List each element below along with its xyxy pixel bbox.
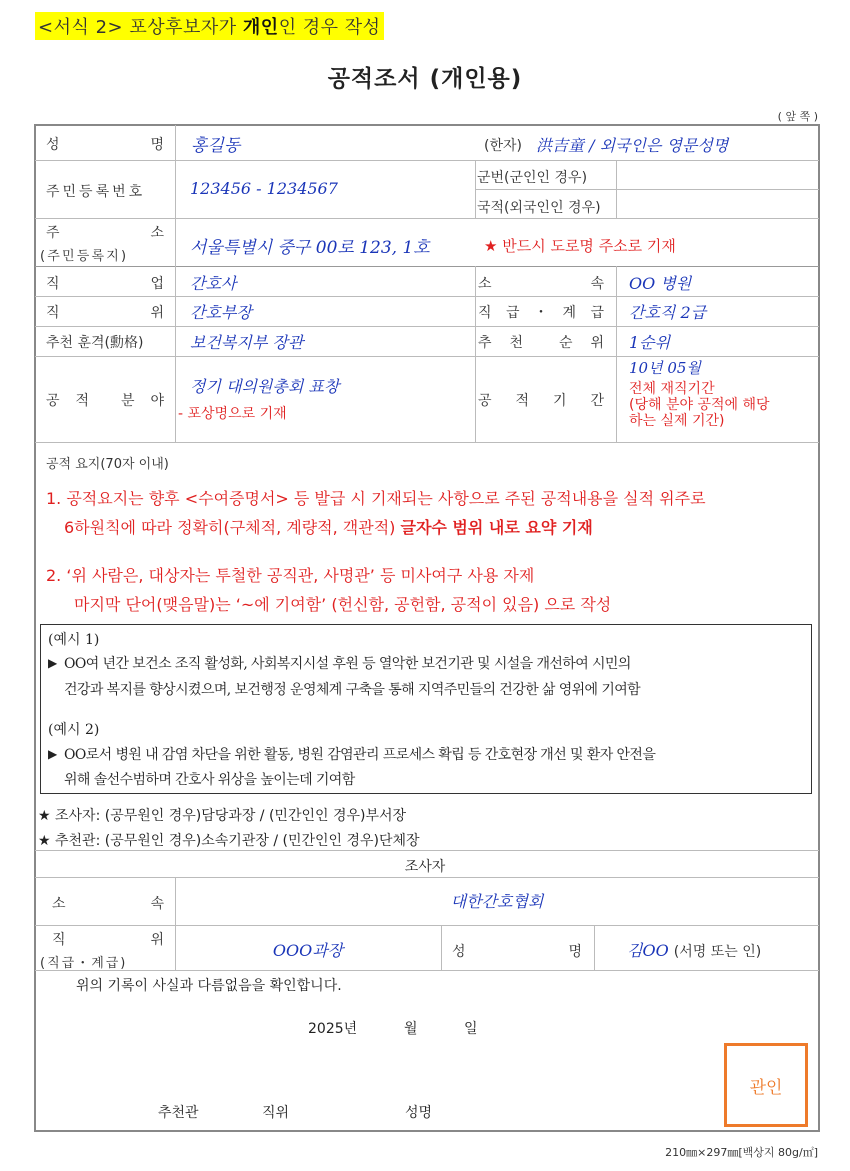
merit-field-value: 정기 대의원총회 표창 <box>190 377 340 396</box>
investigator-pos-label: 직 위 <box>52 932 164 948</box>
row-divider <box>35 356 819 357</box>
star-note-investigator: ★ 조사자: (공무원인 경우)담당과장 / (민간인인 경우)부서장 <box>38 808 407 824</box>
form-tag-bold: 개인 <box>242 17 279 38</box>
col-divider <box>616 160 617 218</box>
paper-spec: 210㎜×297㎜[백상지 80g/㎡] <box>665 1146 818 1159</box>
row-divider <box>35 850 819 851</box>
confirm-day: 일 <box>464 1021 478 1037</box>
affil-label: 소 속 <box>478 276 604 292</box>
hanja-label: (한자) <box>484 138 522 154</box>
name-value: 홍길동 <box>191 136 241 156</box>
investigator-affil-label: 소 속 <box>52 896 164 912</box>
address-label: 주 소 <box>46 225 164 241</box>
position-value: 간호부장 <box>190 303 252 322</box>
rule2-line1: 2. ‘위 사람은, 대상자는 투철한 공직관, 사명관’ 등 미사여구 사용 자제 <box>46 566 535 585</box>
form-tag-suffix: 인 경우 작성 <box>278 17 381 38</box>
row-divider <box>35 296 819 297</box>
merit-period-note: 전체 재직기간 (당해 분야 공적에 해당 하는 실제 기간) <box>629 381 770 429</box>
row-divider <box>35 266 819 267</box>
row-divider <box>35 160 819 161</box>
side-note: ( 앞 쪽 ) <box>777 110 818 123</box>
investigator-name-label: 성 명 <box>452 944 582 960</box>
investigator-affil-value: 대한간호협회 <box>450 892 544 911</box>
rec-value: 보건복지부 장관 <box>190 333 304 352</box>
ex2-line1: OO로서 병원 내 감염 차단을 위한 활동, 병원 감염관리 프로세스 확립 등 간호현장 개선 및 환자 안전을 <box>64 747 656 763</box>
military-label: 군번(군인인 경우) <box>477 170 588 186</box>
address-sub-label: (주민등록지) <box>40 249 129 264</box>
official-seal-box: 관인 <box>724 1043 808 1127</box>
form-tag-prefix: <서식 2> <box>38 17 124 38</box>
affil-value: OO 병원 <box>629 274 692 293</box>
hanja-value: 洪吉童 / 외국인은 영문성명 <box>536 136 729 155</box>
position-label: 직 위 <box>46 305 164 321</box>
row-divider <box>35 442 819 443</box>
rule1-line2: 6하원칙에 따라 정확히(구체적, 계량적, 객관적) 글자수 범위 내로 요약 기재 <box>64 518 593 537</box>
rule1-line1: 1. 공적요지는 향후 <수여증명서> 등 발급 시 기재되는 사항으로 주된 공적내용을 실적 위주로 <box>46 489 706 508</box>
rec-order-label: 추 천 순 위 <box>478 335 604 351</box>
ex1-line1: OO여 년간 보건소 조직 활성화, 사회복지시설 후원 등 열악한 보건기관 및 시설을 개선하여 시민의 <box>64 656 631 672</box>
confirm-statement: 위의 기록이 사실과 다름없음을 확인합니다. <box>76 978 342 994</box>
rule2-line2: 마지막 단어(맺음말)는 ‘~에 기여함’ (헌신함, 공헌함, 공적이 있음) 으로 작성 <box>74 595 612 614</box>
row-divider <box>475 189 819 190</box>
page-title: 공적조서 (개인용) <box>327 66 523 92</box>
investigator-pos-value: OOO과장 <box>272 941 344 960</box>
ex2-title: (예시 2) <box>48 722 100 738</box>
col-divider <box>475 266 476 442</box>
recommender-name-label: 성명 <box>405 1105 433 1121</box>
job-label: 직 업 <box>46 276 164 292</box>
address-value: 서울특별시 중구 00로 123, 1호 <box>190 238 430 258</box>
row-divider <box>35 218 819 219</box>
nationality-label: 국적(외국인인 경우) <box>477 200 601 216</box>
col-divider <box>175 125 176 442</box>
merit-period-label: 공 적 기 간 <box>478 393 604 409</box>
job-value: 간호사 <box>190 274 237 293</box>
row-divider <box>35 326 819 327</box>
address-note: ★ 반드시 도로명 주소로 기재 <box>484 237 676 255</box>
investigator-heading: 조사자 <box>404 859 446 875</box>
col-divider <box>475 160 476 218</box>
confirm-month: 월 <box>404 1021 418 1037</box>
name-label: 성 명 <box>46 137 164 153</box>
col-divider <box>441 925 442 970</box>
ex1-title: (예시 1) <box>48 632 100 648</box>
rank-label: 직 급 ・ 계 급 <box>478 305 604 321</box>
merit-field-label: 공 적 분 야 <box>46 393 164 409</box>
merit-period-value: 10년 05월 <box>629 359 701 377</box>
recommender-label: 추천관 <box>158 1105 199 1121</box>
form-tag <box>35 12 384 40</box>
summary-label: 공적 요지(70자 이내) <box>46 457 169 472</box>
row-divider <box>35 877 819 878</box>
recommender-position-label: 직위 <box>262 1105 290 1121</box>
rec-order-value: 1순위 <box>629 333 671 352</box>
bullet-icon: ▶ <box>48 656 58 670</box>
rec-label: 추천 훈격(勳格) <box>46 335 144 351</box>
rank-value: 간호직 2급 <box>629 303 707 322</box>
merit-field-note: - 포상명으로 기재 <box>178 406 287 422</box>
ex1-line2: 건강과 복지를 향상시켰으며, 보건행정 운영체계 구축을 통해 지역주민들의 건강한 삶 영위에 기여함 <box>64 682 641 698</box>
row-divider <box>35 970 819 971</box>
investigator-pos-sub-label: (직급・계급) <box>40 956 128 971</box>
bullet-icon: ▶ <box>48 747 58 761</box>
confirm-year: 2025년 <box>308 1021 358 1037</box>
row-divider <box>35 925 819 926</box>
rrn-value: 123456 - 1234567 <box>190 179 338 198</box>
col-divider <box>616 266 617 442</box>
col-divider <box>594 925 595 970</box>
investigator-name: 김OO (서명 또는 인) <box>627 941 762 960</box>
star-note-recommender: ★ 추천관: (공무원인 경우)소속기관장 / (민간인인 경우)단체장 <box>38 833 420 849</box>
form-tag-mid: 포상후보자가 <box>123 17 243 38</box>
rrn-label: 주민등록번호 <box>46 184 146 200</box>
ex2-line2: 위해 솔선수범하며 간호사 위상을 높이는데 기여함 <box>64 772 355 788</box>
